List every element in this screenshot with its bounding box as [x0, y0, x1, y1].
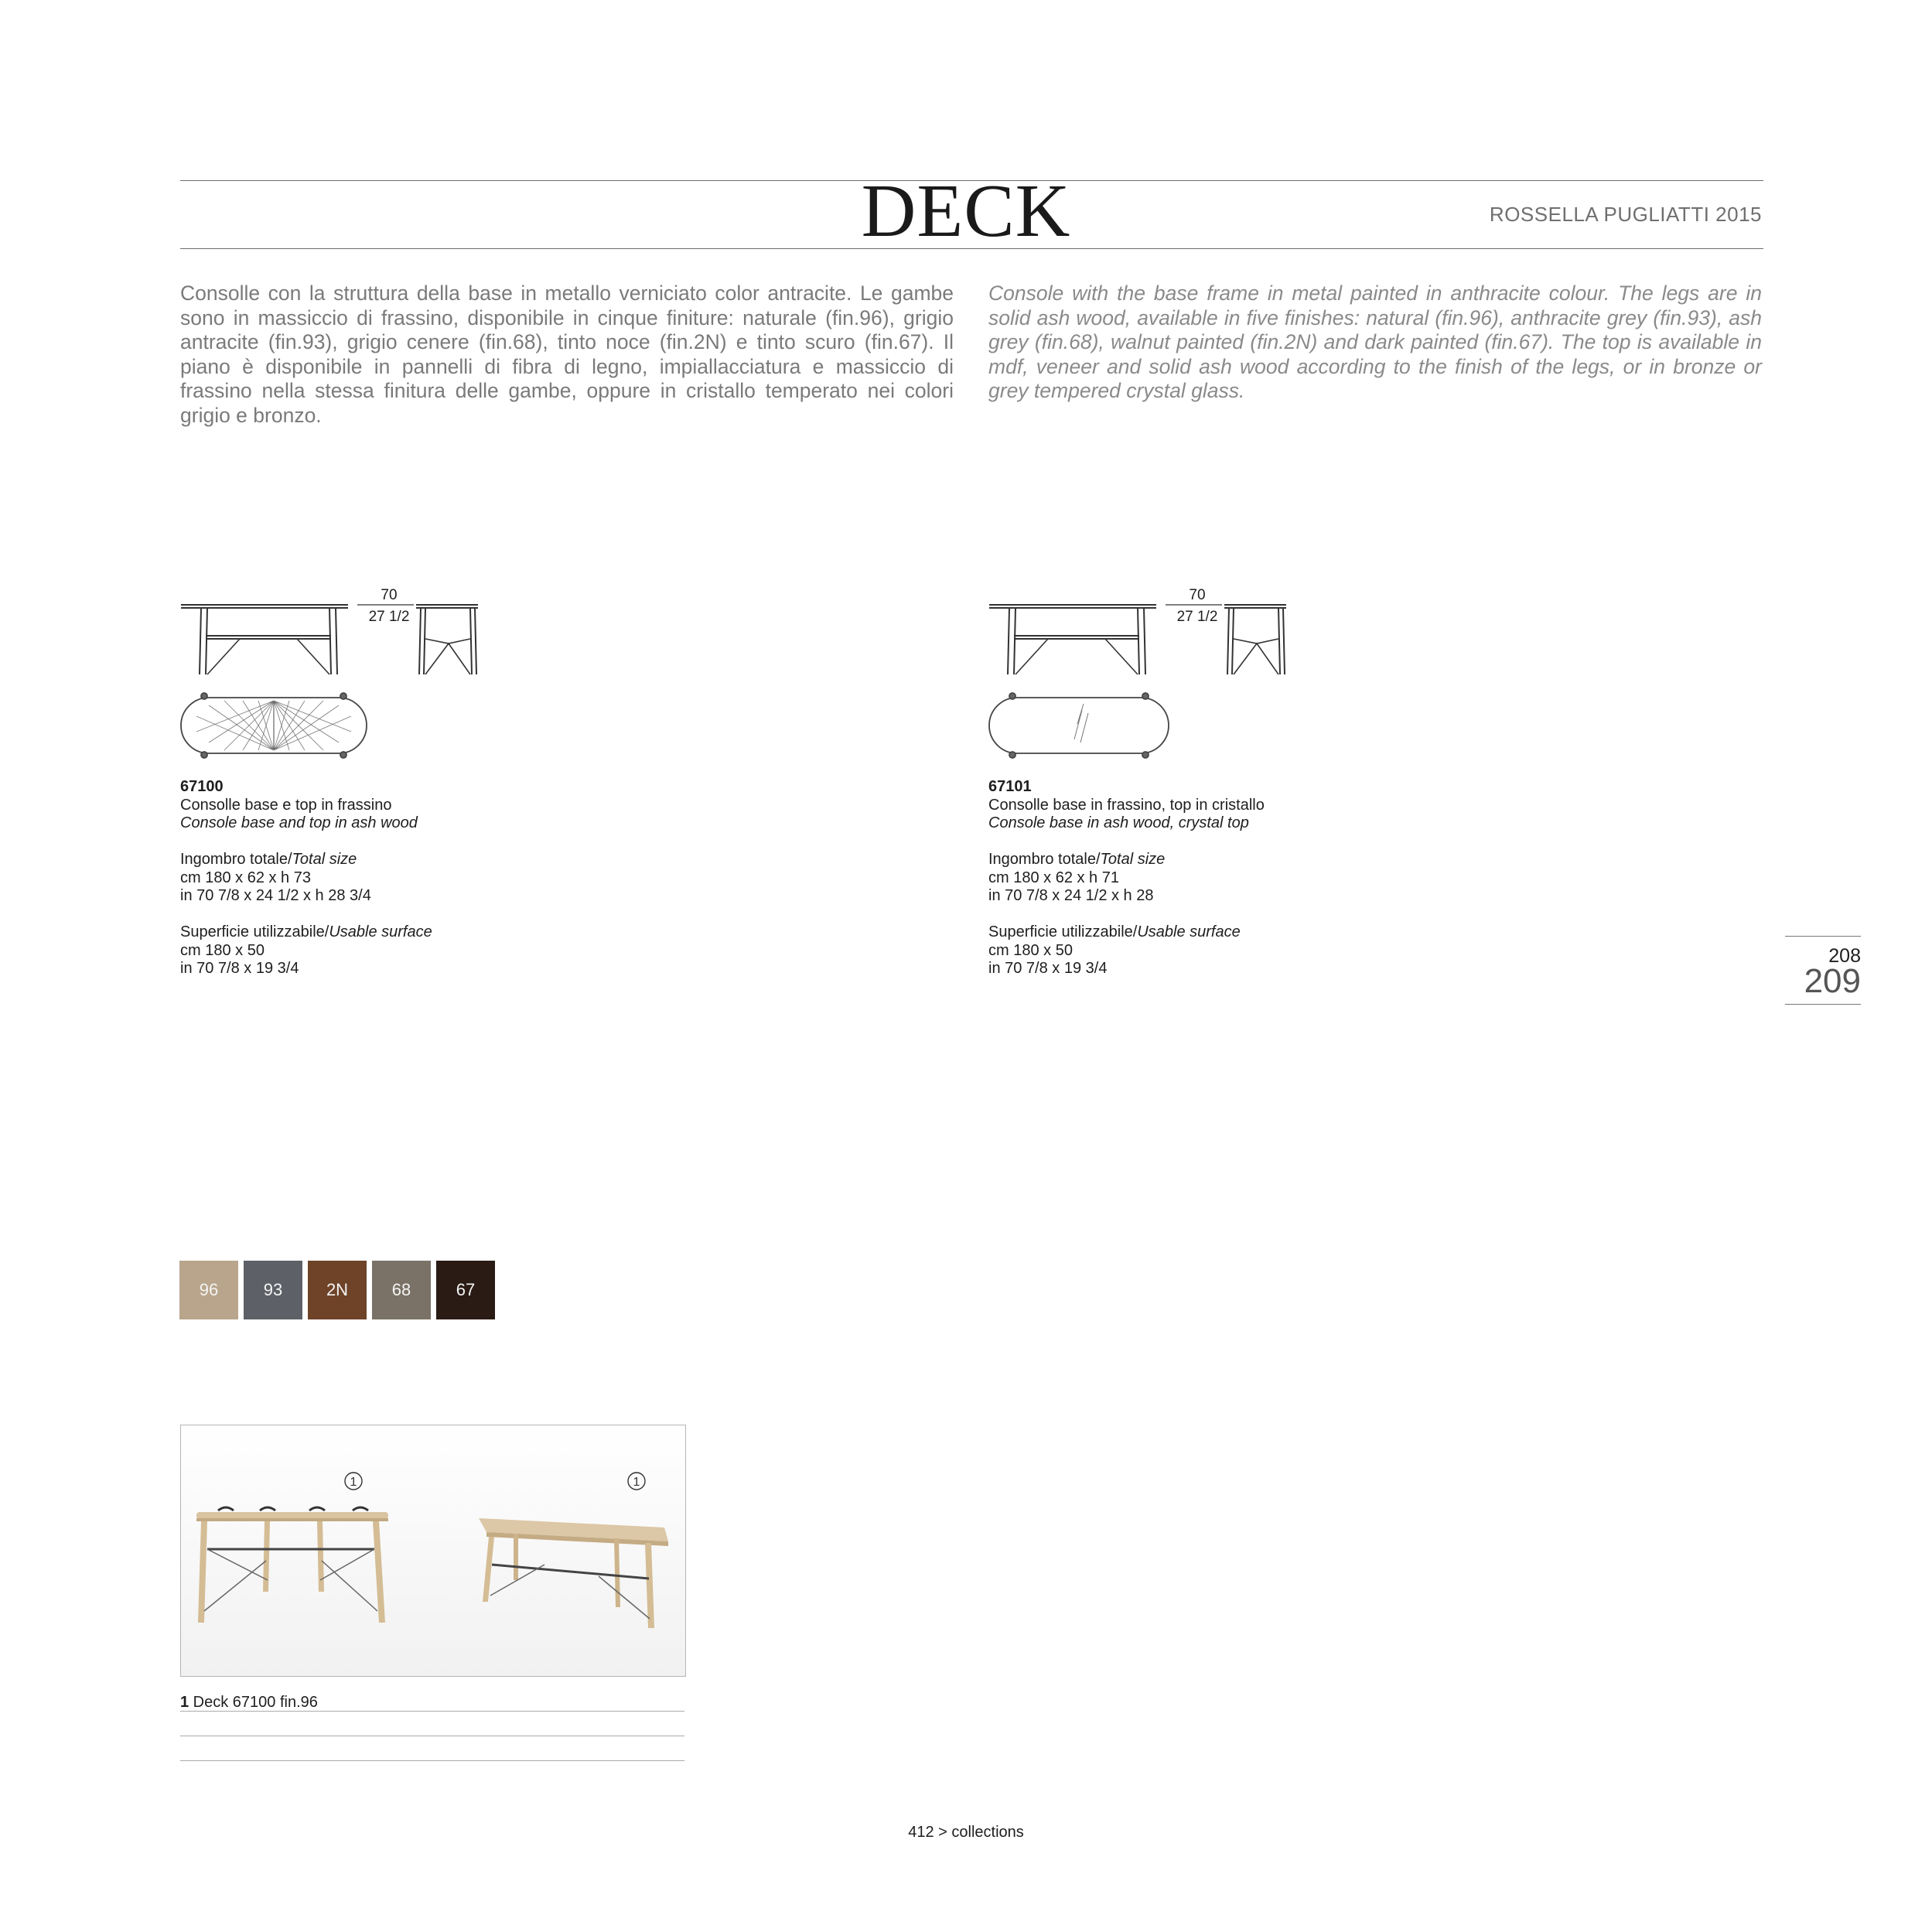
product-67101-depth-in: 27 1/2 — [1176, 609, 1218, 625]
surface-label — [988, 923, 1265, 942]
size-in: in 70 7/8 x 24 1/2 x h 28 — [988, 887, 1154, 904]
size-cm: cm 180 x 62 x h 73 — [180, 869, 311, 886]
page-number-right: 209 — [1804, 962, 1861, 1000]
surface-label-it: Superficie utilizzabile/ — [988, 923, 1138, 940]
product-name-en: Console base in ash wood, crystal top — [988, 814, 1249, 831]
front-leg-left — [200, 608, 207, 674]
pagenum-top-rule — [1785, 936, 1861, 937]
page-footer: 412 > collections — [908, 1824, 1024, 1841]
surface-cm: cm 180 x 50 — [988, 941, 1073, 959]
product-67101-drawings — [986, 588, 1311, 766]
product-67100-specs — [180, 778, 432, 978]
finish-label: 2N — [326, 1280, 349, 1299]
caption-rule-3 — [180, 1760, 684, 1761]
size-label-it: Ingombro totale/ — [180, 851, 292, 868]
product-name-en: Console base and top in ash wood — [180, 814, 418, 831]
caption-number: 1 — [180, 1694, 189, 1711]
product-name-it: Consolle base in frassino, top in cristallo — [988, 796, 1265, 814]
finish-swatch-96 — [179, 1261, 238, 1319]
description-italian: Consolle con la struttura della base in metallo verniciato color antracite. Le gambe sono in massiccio di frassino, disponibile in cinque finiture: naturale (fin.96), grigio antracite (fin.93), grigio cenere (fin.68), tinto noce (fin.2N) e tinto scuro (fin.67). Il piano è disponibile in pannelli di fibra di legno, impiallacciatura e massiccio di frassino nella stessa finitura delle gambe, oppure in cristallo temperato nei colori grigio e bronzo. — [180, 282, 954, 427]
surface-label-en: Usable surface — [1137, 923, 1241, 940]
surface-in: in 70 7/8 x 19 3/4 — [988, 960, 1108, 977]
size-cm: cm 180 x 62 x h 71 — [988, 869, 1119, 886]
product-code: 67100 — [180, 778, 224, 795]
designer-credit: ROSSELLA PUGLIATTI 2015 — [1489, 203, 1762, 226]
photo-marker-2: 1 — [633, 1476, 640, 1489]
header-bottom-rule — [180, 248, 1763, 249]
product-67101-depth-cm: 70 — [1189, 587, 1206, 603]
product-67101-specs — [988, 778, 1265, 978]
page-title: DECK — [861, 169, 1071, 253]
surface-in: in 70 7/8 x 19 3/4 — [180, 960, 299, 977]
size-label-en: Total size — [1100, 851, 1166, 868]
surface-label-it: Superficie utilizzabile/ — [180, 923, 329, 940]
finish-label: 68 — [391, 1280, 411, 1299]
product-name-it: Consolle base e top in frassino — [180, 796, 392, 814]
finish-label: 96 — [199, 1280, 219, 1299]
finish-swatch-2N — [308, 1261, 367, 1319]
page-number-left: 208 — [1828, 945, 1861, 967]
finish-swatch-93 — [244, 1261, 302, 1319]
product-67100-drawings — [178, 588, 503, 766]
surface-label — [180, 923, 432, 942]
size-label-it: Ingombro totale/ — [988, 851, 1101, 868]
surface-cm: cm 180 x 50 — [180, 941, 265, 959]
finish-label: 67 — [456, 1280, 476, 1299]
product-67100-plan — [181, 693, 367, 758]
product-photo — [180, 1425, 686, 1677]
photo-marker-1: 1 — [350, 1476, 357, 1489]
photo-caption — [180, 1694, 318, 1712]
finish-swatch-68 — [372, 1261, 431, 1319]
size-in: in 70 7/8 x 24 1/2 x h 28 3/4 — [180, 887, 371, 904]
pagenum-bottom-rule — [1785, 1004, 1861, 1005]
front-leg-right — [329, 608, 337, 674]
caption-rule-1 — [180, 1711, 684, 1712]
surface-label-en: Usable surface — [329, 923, 432, 940]
product-code: 67101 — [988, 778, 1032, 795]
caption-text: Deck 67100 fin.96 — [189, 1694, 318, 1711]
size-label — [180, 851, 432, 869]
product-67100-depth-in: 27 1/2 — [368, 609, 410, 625]
description-english: Console with the base frame in metal painted in anthracite colour. The legs are in solid ash wood, available in five finishes: natural (fin.96), anthracite grey (fin.93), ash grey (fin.68), walnut painted (fin.2N) and dark painted (fin.67). The top is available in mdf, veneer and solid ash wood according to the finish of the legs, or in bronze or grey tempered crystal glass. — [988, 282, 1762, 402]
finish-swatch-67 — [436, 1261, 495, 1319]
product-photo-illustration — [181, 1425, 685, 1676]
size-label — [988, 851, 1265, 869]
product-67100-depth-cm: 70 — [381, 587, 398, 603]
product-67101-plan — [989, 693, 1169, 758]
size-label-en: Total size — [292, 851, 357, 868]
finish-label: 93 — [263, 1280, 283, 1299]
